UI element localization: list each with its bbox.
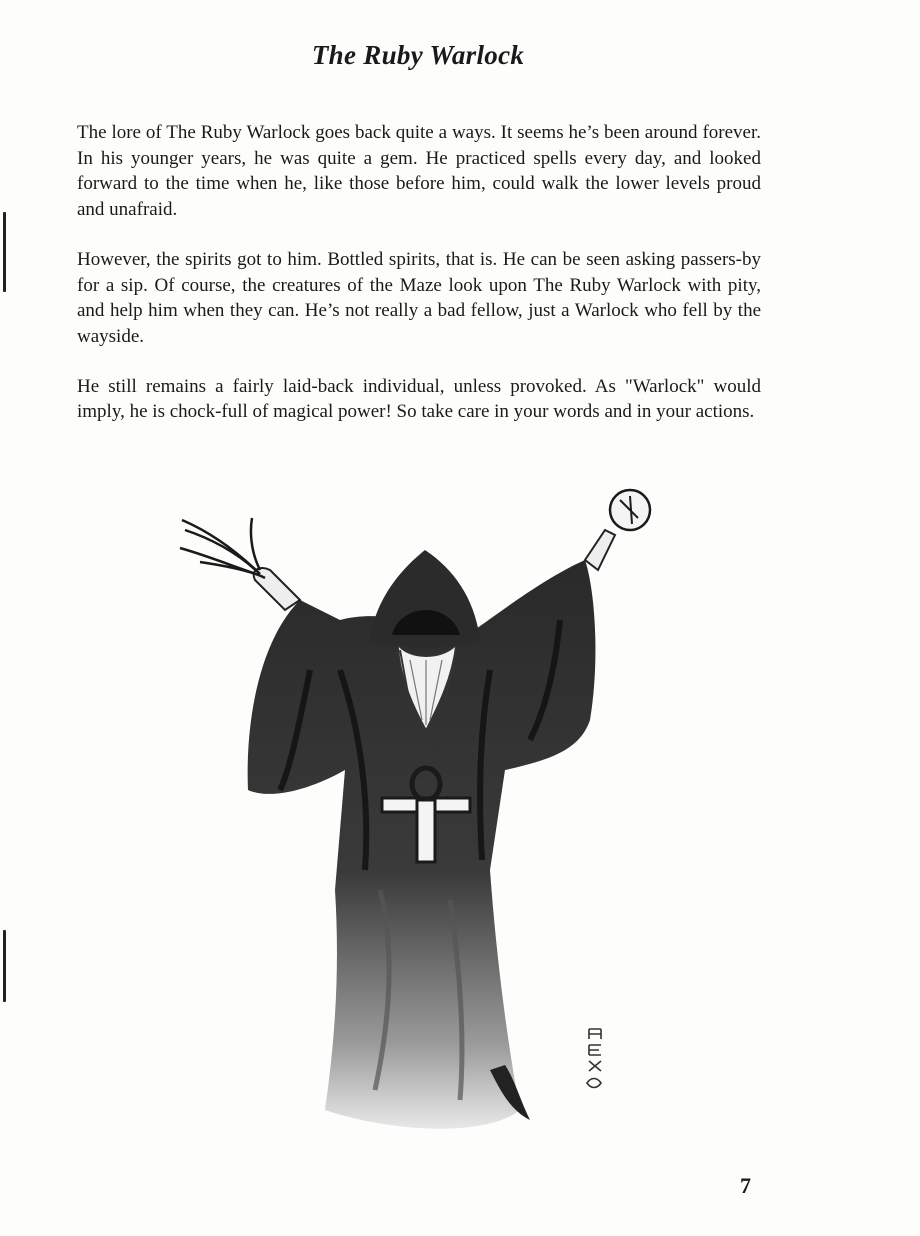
warlock-left-arm — [180, 518, 300, 610]
artist-signature — [575, 1025, 615, 1095]
binding-mark — [3, 212, 6, 292]
body-text — [77, 120, 761, 449]
page-number: 7 — [740, 1173, 751, 1198]
paragraph-2: However, the spirits got to him. Bottled spirits, that is. He can be seen asking passers-by for a sip. Of course, the creatures of the Maze look upon The Ruby Warlock with pity, and help him when they can. He’s not really a bad fellow, just a Warlock who fell by the wayside. — [77, 248, 761, 347]
paragraph-1: The lore of The Ruby Warlock goes back quite a ways. It seems he’s been around forever. In his younger years, he was quite a gem. He practiced spells every day, and looked forward to the time when he, like those before him, could walk the lower levels proud and unafraid. — [77, 122, 761, 221]
paragraph-3: He still remains a fairly laid-back individual, unless provoked. As "Warlock" would imply, he is chock-full of magical power! So take care in your words and in your actions. — [77, 375, 761, 423]
binding-mark — [3, 930, 6, 1002]
page-title: The Ruby Warlock — [311, 40, 525, 70]
warlock-right-arm — [585, 490, 650, 570]
